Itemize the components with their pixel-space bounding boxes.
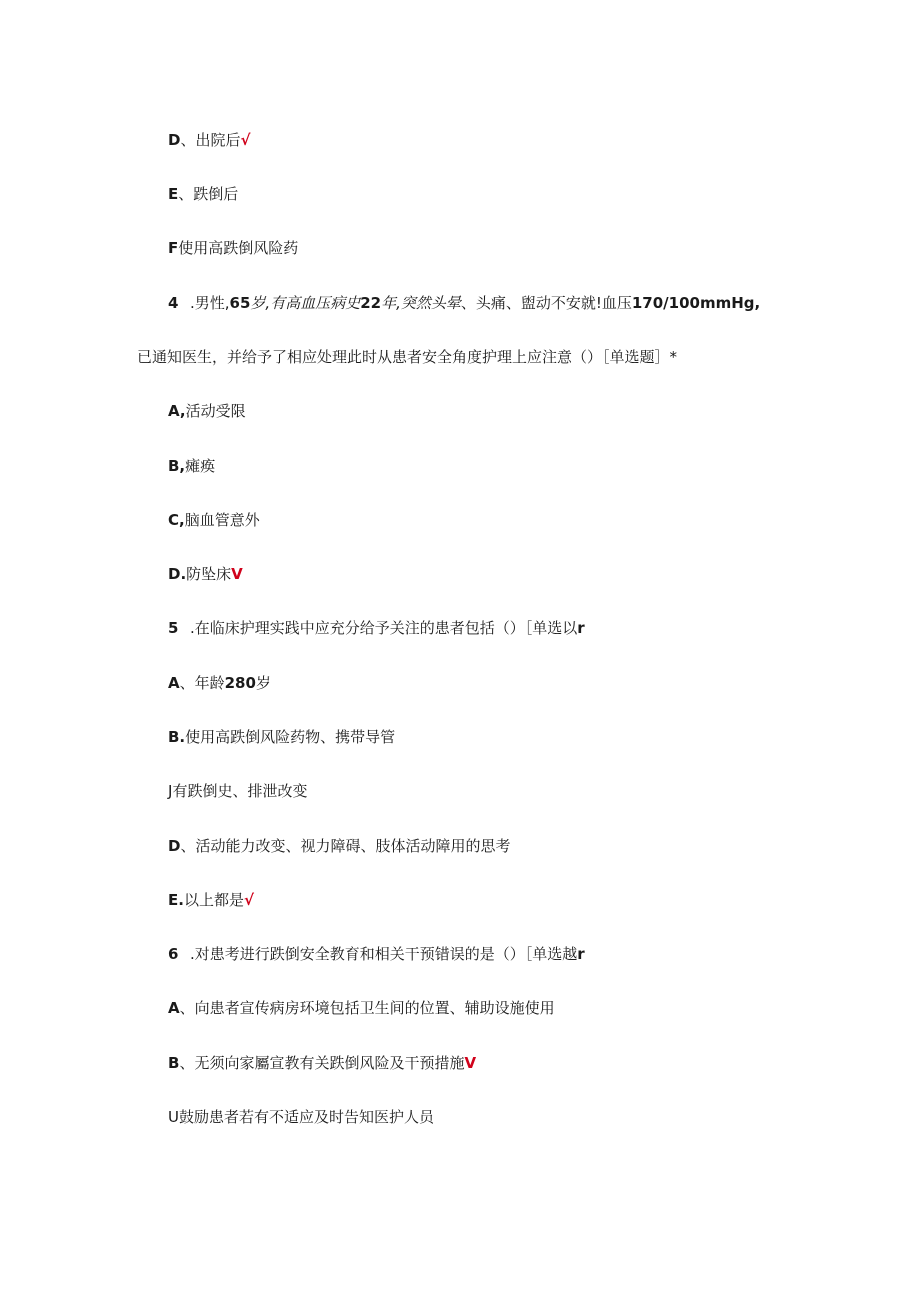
option-prefix: A (168, 999, 180, 1017)
option-prefix: F (168, 239, 179, 257)
question-5 (168, 618, 585, 638)
option-f-high-risk-drug (168, 238, 298, 258)
option-d-discharge (168, 130, 250, 150)
option-text: 活动受限 (185, 402, 246, 420)
question-text-part: 、头痛、盥动不安就!血压 (460, 294, 632, 312)
question-number: 4 (168, 294, 179, 312)
option-prefix: J (168, 782, 173, 800)
option-prefix: A, (168, 402, 186, 420)
option-text: 、活动能力改变、视力障碍、肢体活动障用的思考 (180, 837, 511, 855)
question-4-continuation: 已通知医生，并给予了相应处理此时从患者安全角度护理上应注意（）［单选题］* (137, 348, 678, 366)
question-text-part: 年,突然头晕 (381, 294, 461, 312)
question-text: .对患考进行跌倒安全教育和相关干预错误的是（）［单选越 (190, 945, 578, 963)
option-a-ward-environment (168, 998, 555, 1018)
option-b-drugs-catheter (168, 727, 395, 747)
answer-check-mark: √ (243, 891, 254, 909)
option-text: 、向患者宣传病房环境包括卫生间的位置、辅助设施使用 (179, 999, 555, 1017)
option-d-mobility-change (168, 836, 510, 856)
question-age: 65 (229, 294, 251, 312)
option-age-value: 280 (224, 674, 256, 692)
option-b-paralysis (168, 456, 215, 476)
option-prefix: A (168, 674, 180, 692)
option-text: 以上都是 (183, 891, 244, 909)
option-text: 瘫痪 (185, 457, 216, 475)
option-prefix: B. (168, 728, 186, 746)
option-prefix: D. (168, 565, 187, 583)
option-text: 脑血管意外 (184, 511, 260, 529)
option-text: 、跌倒后 (178, 185, 239, 203)
option-a-age (168, 673, 271, 693)
option-text: 有跌倒史、排泄改变 (172, 782, 308, 800)
option-text: 、出院后 (180, 131, 241, 149)
option-e-all-above (168, 890, 254, 910)
answer-check-mark: √ (240, 131, 251, 149)
question-number: 5 (168, 619, 179, 637)
question-text: .在临床护理实践中应充分给予关注的患者包括（）［单选以 (190, 619, 578, 637)
option-c-cerebrovascular (168, 510, 260, 530)
option-prefix: E (168, 185, 179, 203)
question-4 (168, 293, 760, 313)
question-years: 22 (360, 294, 382, 312)
option-text: 防坠床 (186, 565, 232, 583)
option-text: 鼓励患者若有不适应及时告知医护人员 (178, 1108, 434, 1126)
option-text: 使用高跌倒风险药 (178, 239, 299, 257)
option-text-tail: 岁 (255, 674, 271, 692)
option-a-activity-limited (168, 401, 246, 421)
option-prefix: B (168, 1054, 180, 1072)
option-text: 、无须向家屬宣教有关跌倒风险及干预措施 (179, 1054, 465, 1072)
answer-check-mark: V (464, 1054, 477, 1072)
option-text: 、年龄 (179, 674, 225, 692)
question-number: 6 (168, 945, 179, 963)
question-tail: r (577, 945, 585, 963)
question-6 (168, 944, 585, 964)
option-b-no-family-education (168, 1053, 476, 1073)
question-blood-pressure: 170/100mmHg, (631, 294, 761, 312)
option-prefix: U (168, 1108, 179, 1126)
option-j-fall-history (168, 781, 307, 801)
option-e-after-fall (168, 184, 238, 204)
option-u-report-discomfort (168, 1107, 434, 1127)
option-prefix: D (168, 837, 181, 855)
option-prefix: B, (168, 457, 186, 475)
option-text: 使用高跌倒风险药物、携带导管 (185, 728, 396, 746)
answer-check-mark: V (231, 565, 243, 583)
option-prefix: C, (168, 511, 185, 529)
question-tail: r (577, 619, 585, 637)
option-prefix: D (168, 131, 181, 149)
question-text-part: .男性, (190, 294, 230, 312)
option-d-fall-prevention (168, 564, 243, 584)
option-prefix: E. (168, 891, 184, 909)
question-text-part: 岁,有高血压病史 (250, 294, 361, 312)
